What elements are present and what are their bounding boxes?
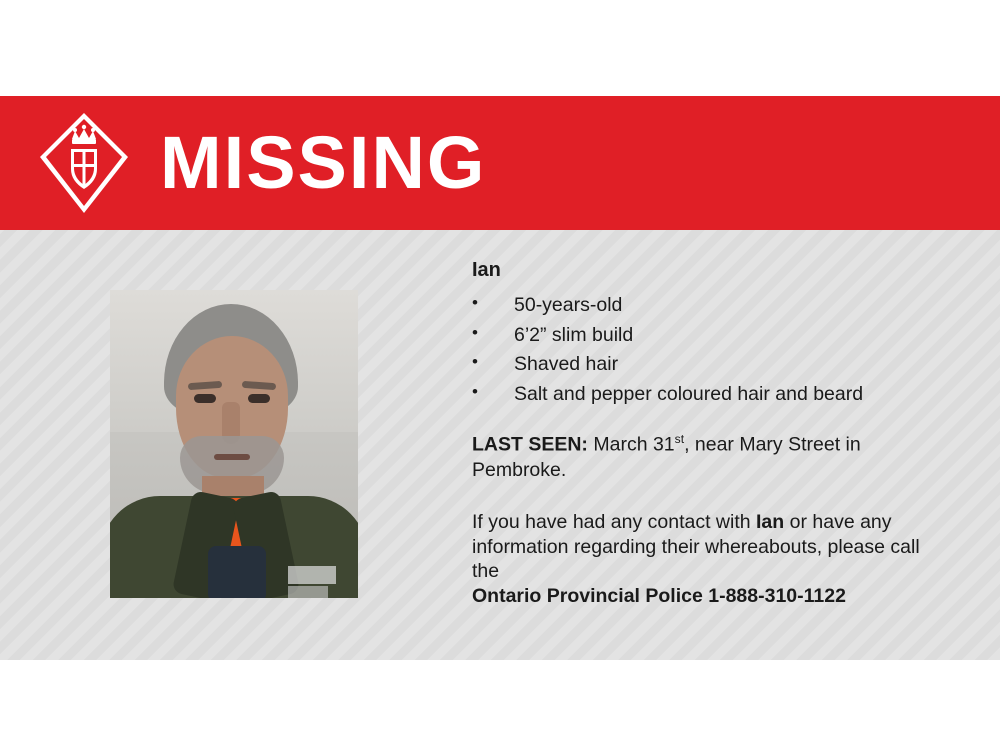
last-seen-line	[472, 432, 922, 482]
appeal-phone-number[interactable]: 1-888-310-1122	[708, 584, 846, 607]
photo-jacket-label	[288, 566, 336, 584]
opp-shield-icon	[38, 111, 130, 215]
person-traits-list	[472, 293, 972, 406]
photo-image	[110, 290, 358, 598]
list-item: • 6’2” slim build	[472, 323, 972, 348]
photo-mouth	[214, 454, 250, 460]
photo-jacket-label-2	[288, 586, 328, 598]
list-item: • 50-years-old	[472, 293, 972, 318]
appeal-text	[472, 510, 942, 608]
appeal-agency: Ontario Provincial Police	[472, 584, 703, 607]
last-seen-location: , near Mary Street in Pembroke.	[472, 433, 861, 481]
photo-eye-left	[194, 394, 216, 403]
photo-eye-right	[248, 394, 270, 403]
last-seen-date-suffix: st	[674, 432, 685, 447]
last-seen-date: March 31	[593, 433, 675, 456]
missing-person-photo	[110, 290, 358, 598]
list-item: • Salt and pepper coloured hair and beard	[472, 382, 972, 407]
appeal-person-name: Ian	[756, 511, 785, 534]
page-title: MISSING	[160, 121, 487, 204]
photo-shirt	[208, 546, 266, 598]
info-column	[472, 258, 972, 608]
appeal-part-2: or have any information regarding their whereabouts, please call the	[472, 511, 920, 583]
last-seen-label: LAST SEEN:	[472, 433, 588, 456]
red-banner	[0, 96, 1000, 230]
person-name: Ian	[472, 259, 501, 281]
list-item: • Shaved hair	[472, 352, 972, 377]
opp-logo	[38, 111, 130, 215]
appeal-part-1: If you have had any contact with	[472, 511, 757, 534]
